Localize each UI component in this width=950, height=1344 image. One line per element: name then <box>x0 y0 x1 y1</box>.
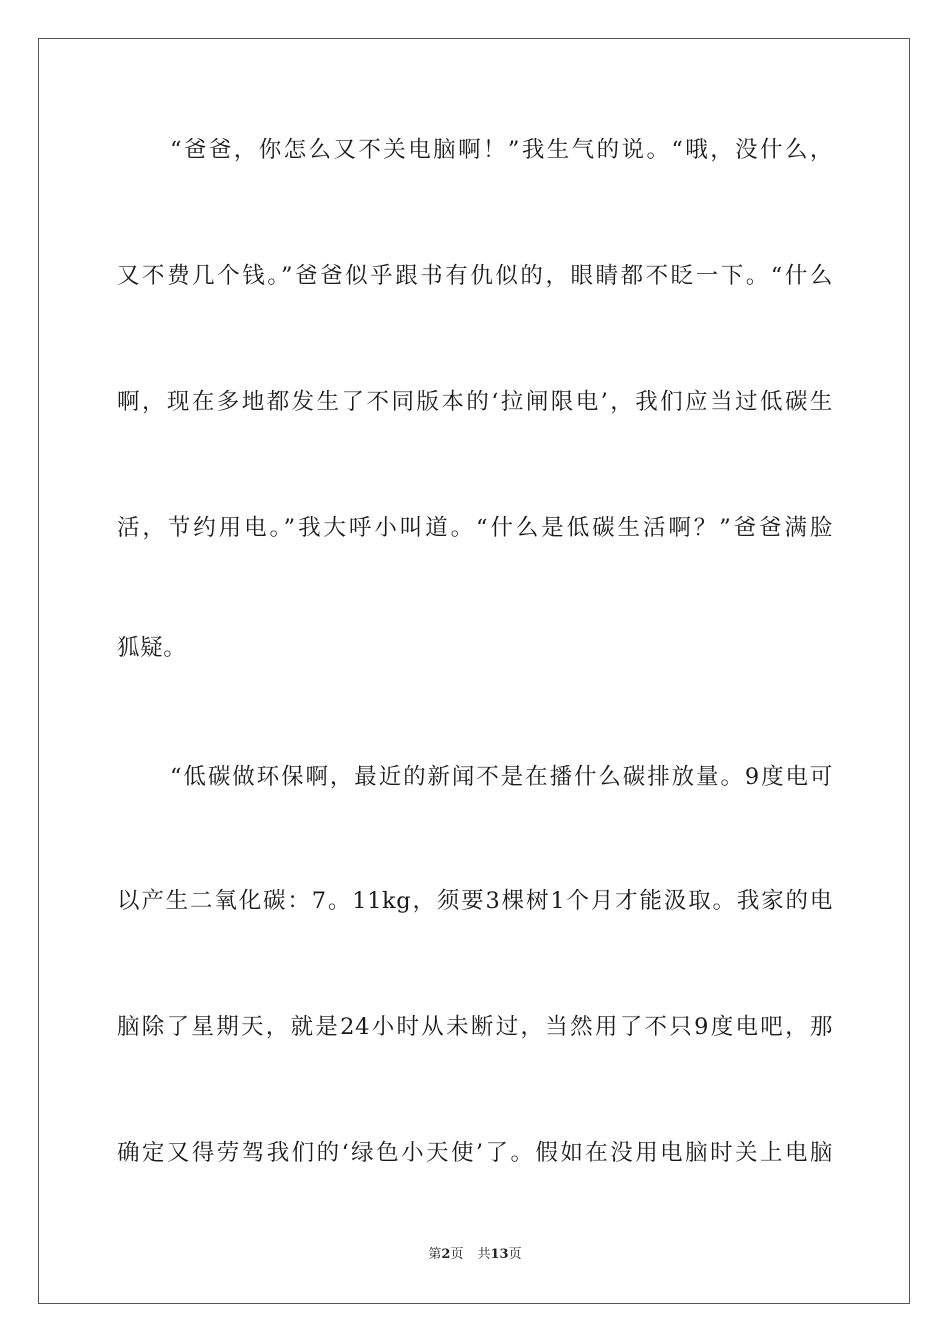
paragraph-2-line-2: 以产生二氧化碳：7。11kg，须要3棵树1个月才能汲取。我家的电 <box>117 888 833 914</box>
paragraph-2-line-3: 脑除了星期天，就是24小时从未断过，当然用了不只9度电吧，那 <box>117 1014 833 1040</box>
page-footer <box>0 1246 950 1264</box>
paragraph-1-line-5: 狐疑。 <box>117 635 187 661</box>
footer-total-suffix: 页 <box>508 1247 522 1262</box>
paragraph-1-line-4: 活，节约用电。”我大呼小叫道。“什么是低碳生活啊？”爸爸满脸 <box>117 515 833 541</box>
page-border <box>38 38 910 1304</box>
paragraph-1-line-3: 啊，现在多地都发生了不同版本的‘拉闸限电’，我们应当过低碳生 <box>117 389 833 415</box>
paragraph-2-line-1: “低碳做环保啊，最近的新闻不是在播什么碳排放量。9度电可 <box>170 764 833 790</box>
footer-total-pages: 13 <box>490 1247 509 1262</box>
footer-total-prefix: 共 <box>477 1247 491 1262</box>
paragraph-2-line-4: 确定又得劳驾我们的‘绿色小天使’了。假如在没用电脑时关上电脑 <box>117 1140 833 1166</box>
footer-page-suffix: 页 <box>450 1247 464 1262</box>
footer-page-number: 2 <box>441 1247 451 1262</box>
paragraph-1-line-1: “爸爸，你怎么又不关电脑啊！”我生气的说。“哦，没什么， <box>170 137 833 163</box>
paragraph-1-line-2: 又不费几个钱。”爸爸似乎跟书有仇似的，眼睛都不眨一下。“什么 <box>117 263 833 289</box>
footer-prefix: 第 <box>428 1247 442 1262</box>
